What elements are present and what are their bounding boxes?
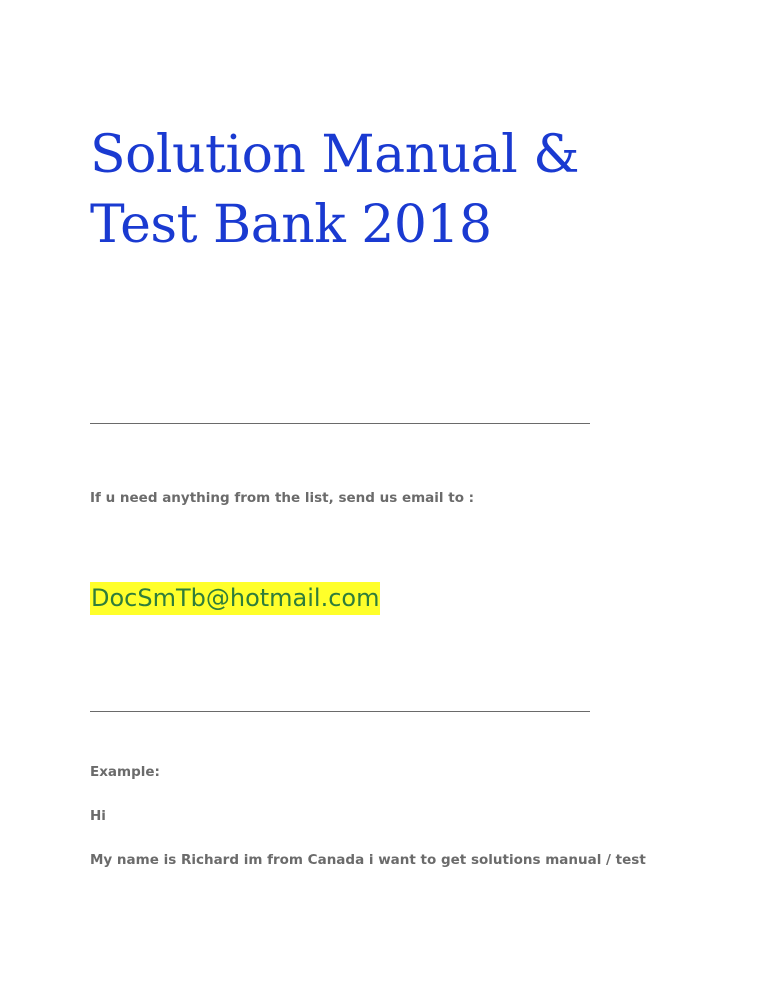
page-title xyxy=(90,120,710,260)
title-line-1: Solution Manual & xyxy=(90,125,580,185)
body-text-line: My name is Richard im from Canada i want to get solutions manual / test xyxy=(90,852,646,868)
instruction-text: If u need anything from the list, send us email to : xyxy=(90,490,475,506)
example-label: Example: xyxy=(90,764,160,780)
title-line-2: Test Bank 2018 xyxy=(90,195,492,255)
greeting-text: Hi xyxy=(90,808,106,824)
divider-top xyxy=(90,423,590,424)
email-address: DocSmTb@hotmail.com xyxy=(90,582,380,615)
divider-bottom xyxy=(90,711,590,712)
